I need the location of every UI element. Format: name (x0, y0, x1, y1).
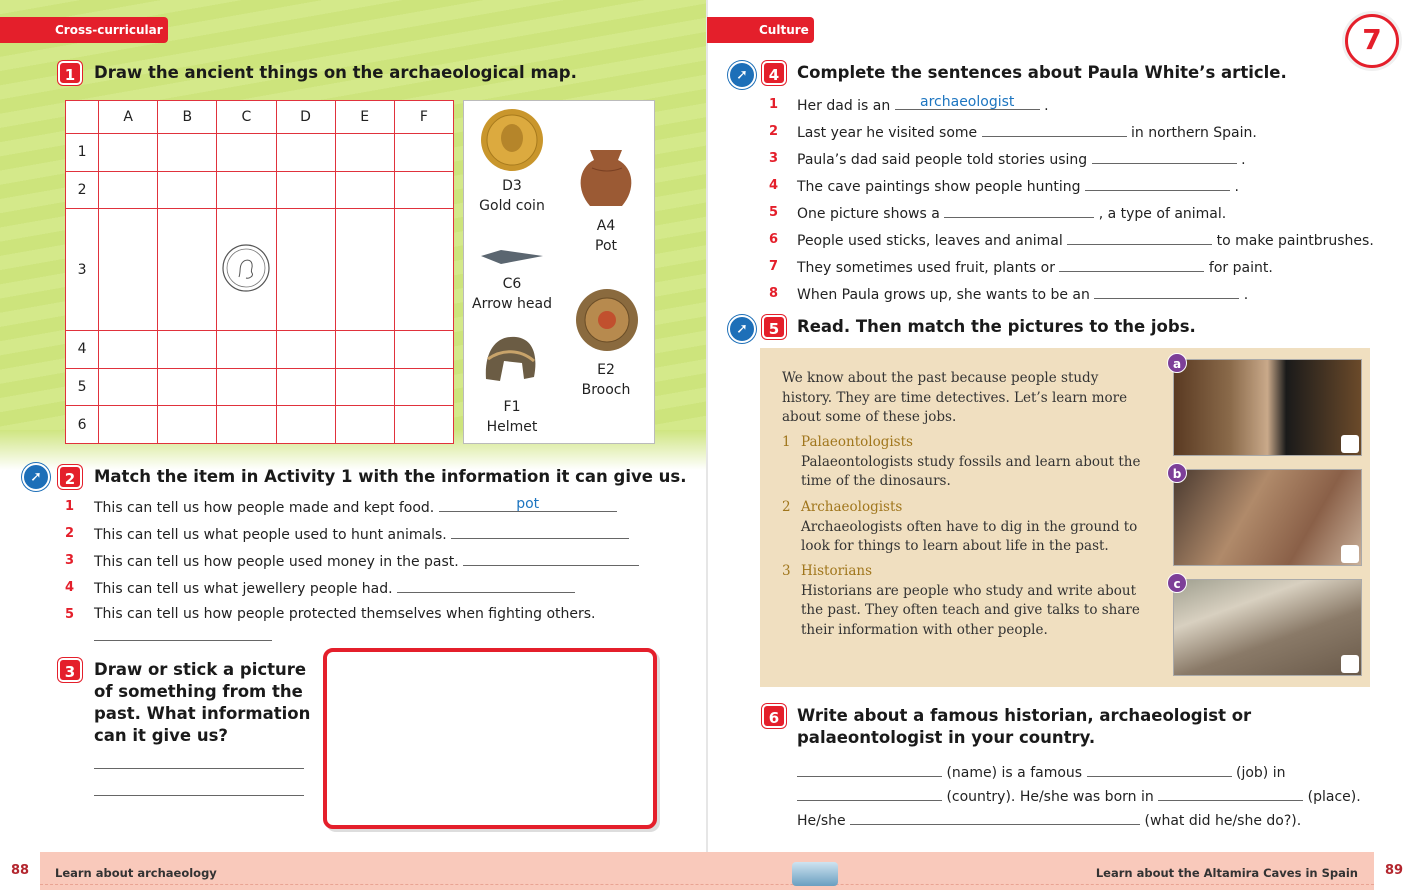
coin-drawing-icon (221, 243, 271, 293)
col-header: F (394, 101, 453, 134)
page-gutter (706, 0, 708, 852)
item-number: 2 (65, 526, 75, 541)
picture-label: a (1167, 353, 1187, 373)
row-header: 5 (66, 368, 99, 406)
activity-title: Read. Then match the pictures to the jobs. (797, 317, 1196, 336)
grid-cell[interactable] (335, 171, 394, 209)
sentence: Paula’s dad said people told stories using . (797, 152, 1246, 168)
answer-line[interactable] (797, 787, 942, 801)
archaeological-map-grid (65, 100, 454, 444)
activity-number: 6 (762, 704, 786, 728)
grid-cell[interactable] (335, 368, 394, 406)
writing-line-1: (name) is a famous (job) in (797, 763, 1285, 781)
sentence: One picture shows a , a type of animal. (797, 206, 1227, 222)
item-arrow-head: C6 Arrow head (472, 276, 552, 312)
grid-cell[interactable] (276, 331, 335, 369)
grid-cell[interactable] (335, 134, 394, 172)
grid-cell[interactable] (99, 406, 158, 444)
grid-cell[interactable] (394, 406, 453, 444)
grid-cell[interactable] (335, 406, 394, 444)
items-key-panel (463, 100, 655, 444)
grid-cell[interactable] (335, 209, 394, 331)
grid-cell[interactable] (394, 209, 453, 331)
cursor-icon[interactable]: ➚ (728, 315, 756, 343)
row-header: 6 (66, 406, 99, 444)
sentence: When Paula grows up, she wants to be an . (797, 287, 1249, 303)
footer-right-text: Learn about the Altamira Caves in Spain (1095, 866, 1358, 880)
grid-cell[interactable] (99, 209, 158, 331)
section-tag: Culture (707, 17, 814, 43)
cursor-icon[interactable]: ➚ (728, 61, 756, 89)
item-helmet: F1 Helmet (486, 399, 538, 435)
grid-cell[interactable] (158, 406, 217, 444)
col-header: D (276, 101, 335, 134)
picture-label: c (1167, 573, 1187, 593)
grid-cell[interactable] (158, 134, 217, 172)
answer-line[interactable]: pot (439, 498, 617, 512)
sentence: They sometimes used fruit, plants or for paint. (797, 260, 1273, 276)
activity-number: 2 (58, 465, 82, 489)
row-header: 3 (66, 209, 99, 331)
sentence: This can tell us what jewellery people had. (94, 579, 575, 597)
answer-line[interactable] (1092, 150, 1237, 164)
activity-title: Complete the sentences about Paula White’s article. (797, 63, 1287, 82)
grid-cell[interactable] (276, 171, 335, 209)
grid-cell[interactable] (217, 406, 276, 444)
gold-coin-icon (479, 107, 545, 173)
grid-cell[interactable] (158, 209, 217, 331)
col-header: E (335, 101, 394, 134)
grid-cell[interactable] (217, 209, 276, 331)
grid-cell[interactable] (217, 134, 276, 172)
answer-box[interactable] (1341, 655, 1359, 673)
item-number: 4 (769, 178, 779, 193)
col-header: C (217, 101, 276, 134)
grid-cell[interactable] (99, 134, 158, 172)
grid-cell[interactable] (217, 368, 276, 406)
answer-box[interactable] (1341, 435, 1359, 453)
item-number: 2 (769, 124, 779, 139)
sentence: This can tell us how people protected themselves when fighting others. (94, 606, 596, 622)
item-gold-coin: D3 Gold coin (479, 178, 545, 214)
activity-title: Write about a famous historian, archaeologist or palaeontologist in your country. (797, 706, 1252, 747)
grid-cell[interactable] (158, 331, 217, 369)
reading-intro: We know about the past because people study history. They are time detectives. Let’s learn more about some of these jobs. (782, 370, 1128, 425)
grid-cell[interactable] (394, 368, 453, 406)
job-3: 3 Historians Historians are people who study and write about the past. They often teach and give talks to share their information with other people. (782, 563, 1140, 638)
sentence: People used sticks, leaves and animal to make paintbrushes. (797, 233, 1374, 249)
grid-cell[interactable] (99, 368, 158, 406)
sentence: The cave paintings show people hunting . (797, 179, 1239, 195)
row-header: 4 (66, 331, 99, 369)
col-header: B (158, 101, 217, 134)
page-number-right: 89 (1374, 852, 1414, 890)
grid-cell[interactable] (158, 368, 217, 406)
grid-cell[interactable] (99, 331, 158, 369)
grid-cell[interactable] (276, 209, 335, 331)
page-number-left: 88 (0, 852, 40, 890)
brooch-icon (574, 287, 640, 353)
answer-line[interactable] (850, 811, 1140, 825)
answer-line[interactable] (1059, 258, 1204, 272)
sentence: Last year he visited some in northern Spain. (797, 125, 1257, 141)
answer-line[interactable] (1158, 787, 1303, 801)
item-number: 8 (769, 286, 779, 301)
footer-left-text: Learn about archaeology (55, 866, 217, 880)
writing-line-2: (country). He/she was born in (place). (797, 787, 1361, 805)
answer-line[interactable] (94, 640, 272, 641)
answer-line[interactable]: archaeologist (895, 96, 1040, 110)
answer-line[interactable] (1087, 763, 1232, 777)
sentence: This can tell us how people made and kept food. pot (94, 498, 617, 516)
item-number: 3 (65, 553, 75, 568)
photo-archaeologists (1173, 579, 1362, 676)
drawing-box[interactable] (323, 648, 657, 829)
answer-line[interactable] (94, 768, 304, 769)
answer-line[interactable] (94, 795, 304, 796)
job-2: 2 Archaeologists Archaeologists often have to dig in the ground to look for things to learn about life in the past. (782, 499, 1138, 554)
sentence: This can tell us what people used to hunt animals. (94, 525, 629, 543)
answer-line[interactable] (982, 123, 1127, 137)
item-pot: A4 Pot (595, 218, 617, 254)
item-number: 4 (65, 580, 75, 595)
grid-cell[interactable] (217, 171, 276, 209)
item-number: 5 (65, 607, 75, 622)
grid-cell[interactable] (394, 171, 453, 209)
activity-title: Match the item in Activity 1 with the information it can give us. (94, 467, 687, 486)
grid-cell[interactable] (276, 134, 335, 172)
answer-line[interactable] (463, 552, 639, 566)
activity-title: Draw or stick a picture of something from the past. What information can it give us? (94, 660, 311, 745)
item-number: 6 (769, 232, 779, 247)
picture-label: b (1167, 463, 1187, 483)
grid-cell[interactable] (394, 331, 453, 369)
answer-box[interactable] (1341, 545, 1359, 563)
grid-cell[interactable] (276, 368, 335, 406)
answer-line[interactable] (1094, 285, 1239, 299)
answer-line[interactable] (797, 763, 942, 777)
item-number: 5 (769, 205, 779, 220)
answer-line[interactable] (397, 579, 575, 593)
answer-line[interactable] (1067, 231, 1212, 245)
grid-cell[interactable] (217, 331, 276, 369)
activity-title: Draw the ancient things on the archaeological map. (94, 63, 577, 82)
item-number: 7 (769, 259, 779, 274)
col-header: A (99, 101, 158, 134)
item-number: 3 (769, 151, 779, 166)
footer-divider (0, 884, 1414, 885)
unit-number: 7 (1345, 14, 1399, 68)
sentence: This can tell us how people used money in the past. (94, 552, 639, 570)
camper-van-icon (792, 862, 838, 886)
photo-palaeontologist (1173, 469, 1362, 566)
answer-line[interactable] (944, 204, 1094, 218)
item-number: 1 (65, 499, 75, 514)
grid-cell[interactable] (394, 134, 453, 172)
grid-cell[interactable] (158, 171, 217, 209)
sentence: Her dad is an archaeologist . (797, 94, 1049, 114)
job-1: 1 Palaeontologists Palaeontologists study fossils and learn about the time of the dinosaurs. (782, 434, 1141, 489)
activity-number: 4 (762, 61, 786, 85)
row-header: 1 (66, 134, 99, 172)
arrow-head-icon (479, 241, 545, 271)
grid-cell[interactable] (99, 171, 158, 209)
activity-number: 1 (58, 61, 82, 85)
section-tag: Cross-curricular (0, 17, 168, 43)
row-header: 2 (66, 171, 99, 209)
grid-cell[interactable] (276, 406, 335, 444)
helmet-icon (476, 329, 542, 393)
item-number: 1 (769, 97, 779, 112)
pot-icon (574, 146, 638, 212)
writing-line-3: He/she (what did he/she do?). (797, 813, 1302, 829)
answer-line[interactable] (451, 525, 629, 539)
cursor-icon[interactable]: ➚ (22, 463, 50, 491)
activity-number: 3 (58, 658, 82, 682)
item-brooch: E2 Brooch (581, 362, 631, 398)
grid-cell[interactable] (335, 331, 394, 369)
answer-line[interactable] (1085, 177, 1230, 191)
activity-number: 5 (762, 315, 786, 339)
photo-historian (1173, 359, 1362, 456)
